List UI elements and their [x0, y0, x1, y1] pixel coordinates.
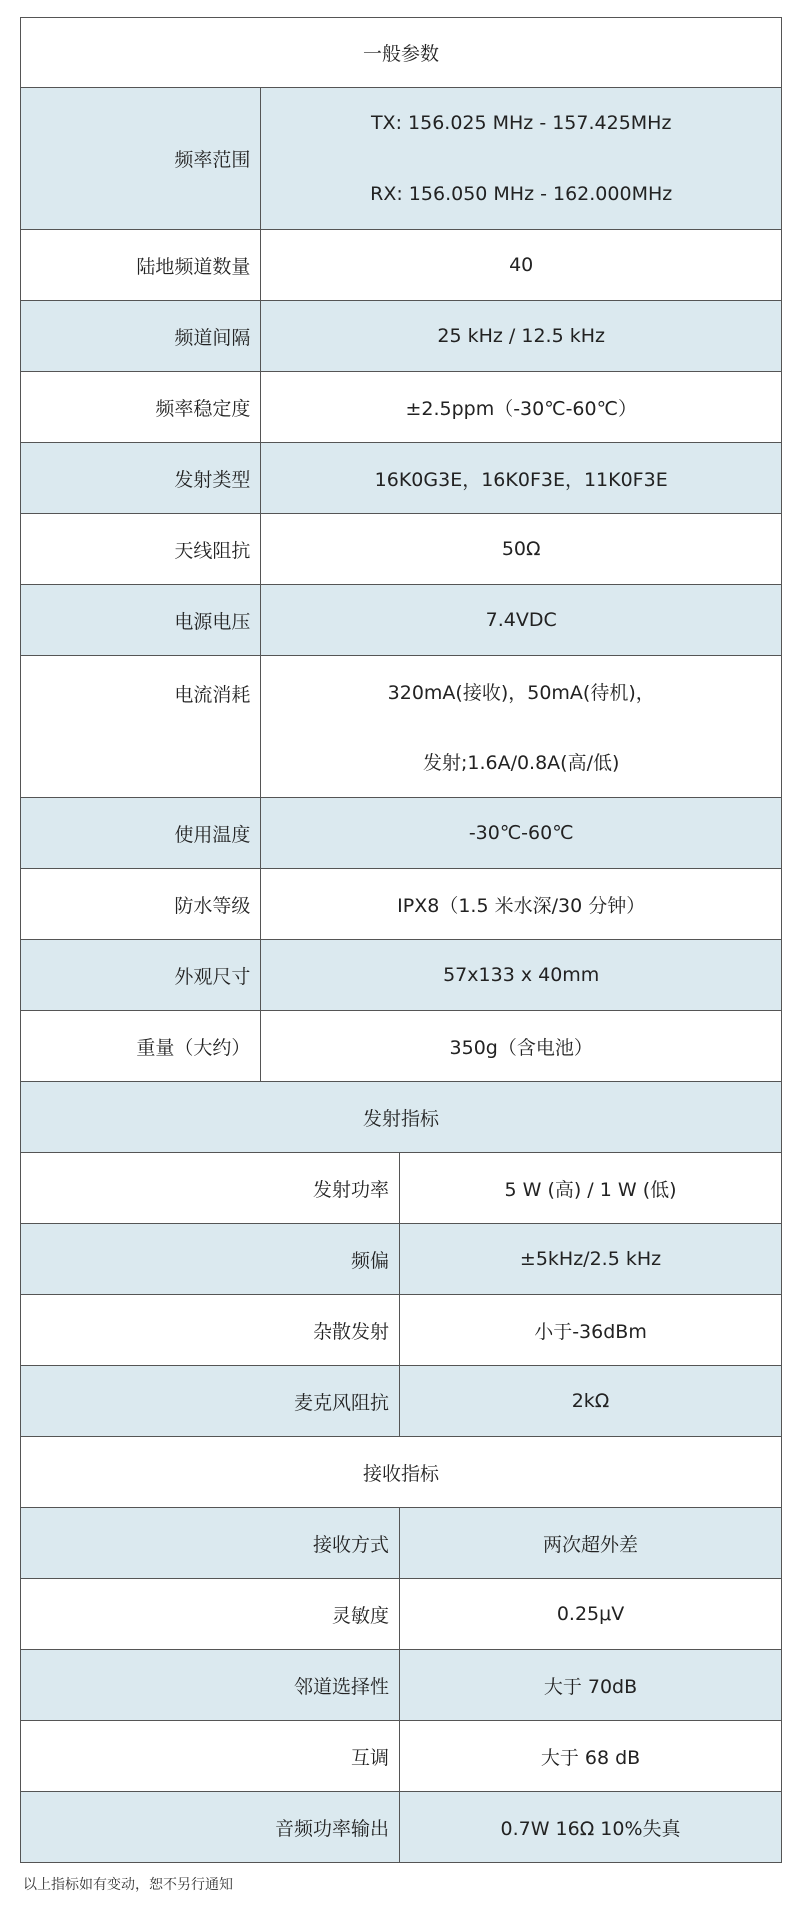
table-row: [20, 1579, 782, 1650]
row-label: 电流消耗: [21, 656, 261, 797]
table-row: [20, 869, 782, 940]
row-value: [261, 656, 781, 797]
table-row: [20, 1650, 782, 1721]
table-row: [20, 1224, 782, 1295]
row-value: ±2.5ppm（-30℃-60℃）: [405, 397, 637, 420]
footnote: 以上指标如有变动，恕不另行通知: [23, 1877, 233, 1893]
row-value: 16K0G3E，16K0F3E，11K0F3E: [374, 468, 668, 491]
row-value: 40: [509, 254, 534, 276]
section-title: 接收指标: [362, 1462, 439, 1485]
table-row: [20, 230, 782, 301]
table-row: [20, 1508, 782, 1579]
section-title: 一般参数: [362, 43, 439, 65]
row-label: 麦克风阻抗: [21, 1366, 400, 1436]
section-title: 发射指标: [362, 1107, 439, 1130]
row-label: 音频功率输出: [21, 1792, 400, 1862]
row-value: 0.7W 16Ω 10%失真: [500, 1817, 681, 1840]
table-row: [20, 585, 782, 656]
row-value: 5 W (高) / 1 W (低): [504, 1178, 677, 1201]
row-value: -30℃-60℃: [468, 822, 574, 844]
row-label: 天线阻抗: [21, 514, 261, 584]
value-line: 320mA(接收)，50mA(待机)，: [387, 681, 655, 704]
row-label: 邻道选择性: [21, 1650, 400, 1720]
row-label: 灵敏度: [21, 1579, 400, 1649]
row-label: 频偏: [21, 1224, 400, 1294]
row-label: 外观尺寸: [21, 940, 261, 1010]
row-label: 频道间隔: [21, 301, 261, 371]
row-label: 发射功率: [21, 1153, 400, 1223]
section-header-rx: [20, 1437, 782, 1508]
table-row: [20, 301, 782, 372]
row-value: [261, 88, 781, 229]
value-line: 发射;1.6A/0.8A(高/低): [422, 752, 620, 775]
section-header-tx: [20, 1082, 782, 1153]
row-value: 两次超外差: [543, 1533, 639, 1556]
table-row: [20, 88, 782, 230]
row-value: 50Ω: [501, 538, 541, 560]
table-row: [20, 514, 782, 585]
spec-table: [20, 17, 782, 1863]
section-header-general: [20, 17, 782, 88]
table-row: [20, 372, 782, 443]
table-row: [20, 940, 782, 1011]
value-line: RX: 156.050 MHz - 162.000MHz: [370, 182, 673, 205]
row-label: 电源电压: [21, 585, 261, 655]
table-row: [20, 1721, 782, 1792]
row-value: 大于 70dB: [543, 1675, 638, 1698]
row-value: 小于-36dBm: [534, 1320, 647, 1343]
row-value: 350g（含电池）: [449, 1036, 593, 1059]
value-line: TX: 156.025 MHz - 157.425MHz: [370, 112, 672, 135]
row-value: 57x133 x 40mm: [443, 964, 600, 986]
row-label: 防水等级: [21, 869, 261, 939]
row-label: 重量（大约）: [21, 1011, 261, 1081]
table-row: [20, 1792, 782, 1863]
row-label: 接收方式: [21, 1508, 400, 1578]
table-row: [20, 1295, 782, 1366]
table-row: [20, 1153, 782, 1224]
row-value: 7.4VDC: [485, 609, 557, 631]
row-value: 2kΩ: [571, 1390, 610, 1412]
row-value: ±5kHz/2.5 kHz: [519, 1248, 662, 1270]
row-label: 发射类型: [21, 443, 261, 513]
table-row: [20, 1366, 782, 1437]
table-row: [20, 443, 782, 514]
row-value: 大于 68 dB: [540, 1746, 641, 1769]
table-row: [20, 798, 782, 869]
table-row: [20, 656, 782, 798]
row-label: 陆地频道数量: [21, 230, 261, 300]
row-label: 频率稳定度: [21, 372, 261, 442]
row-label: 使用温度: [21, 798, 261, 868]
row-value: IPX8（1.5 米水深/30 分钟）: [397, 894, 646, 917]
row-value: 0.25μV: [556, 1603, 625, 1625]
row-label: 频率范围: [21, 88, 261, 229]
table-row: [20, 1011, 782, 1082]
row-label: 互调: [21, 1721, 400, 1791]
row-value: 25 kHz / 12.5 kHz: [437, 325, 605, 347]
row-label: 杂散发射: [21, 1295, 400, 1365]
